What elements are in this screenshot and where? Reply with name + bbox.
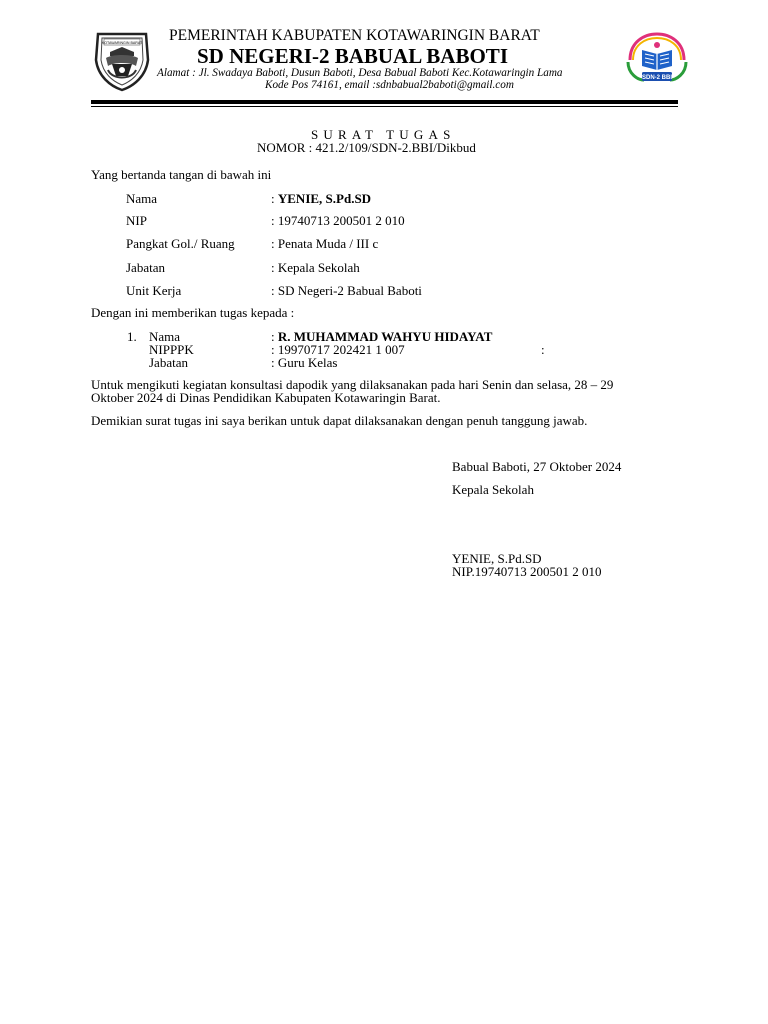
assignee-nip-label: NIPPPK — [149, 342, 194, 357]
field-label-nama: Nama — [126, 191, 158, 206]
signer-position: Kepala Sekolah — [452, 482, 534, 497]
letterhead-thin-rule — [91, 106, 678, 107]
assignee-job-value: : Guru Kelas — [271, 355, 338, 370]
signer-intro: Yang bertanda tangan di bawah ini — [91, 167, 272, 182]
assignee-name-label: Nama — [149, 329, 181, 344]
field-label-pangkat: Pangkat Gol./ Ruang — [126, 236, 235, 251]
assignee-name-value: : R. MUHAMMAD WAHYU HIDAYAT — [271, 329, 493, 344]
assignee-nip-value: : 19970717 202421 1 007 — [271, 342, 405, 357]
field-value-unit-kerja: : SD Negeri-2 Babual Baboti — [271, 283, 422, 298]
field-label-unit-kerja: Unit Kerja — [126, 283, 182, 298]
field-value-pangkat: : Penata Muda / III c — [271, 236, 379, 251]
signer-name: YENIE, S.Pd.SD — [452, 551, 542, 566]
field-value-nama: : YENIE, S.Pd.SD — [271, 191, 372, 206]
purpose-line-2: Oktober 2024 di Dinas Pendidikan Kabupaten Kotawaringin Barat. — [91, 390, 441, 405]
government-heading: PEMERINTAH KABUPATEN KOTAWARINGIN BARAT — [169, 27, 540, 44]
svg-text:KOTAWARINGIN BARAT: KOTAWARINGIN BARAT — [101, 40, 143, 45]
school-name-heading: SD NEGERI-2 BABUAL BABOTI — [197, 44, 508, 68]
regency-emblem-logo — [92, 30, 152, 92]
assignee-nip-trailing-colon: : — [541, 342, 545, 357]
school-postcode-email: Kode Pos 74161, email :sdnbabual2baboti@gmail.com — [265, 79, 514, 91]
letterhead-thick-rule — [91, 100, 678, 104]
field-label-jabatan: Jabatan — [126, 260, 165, 275]
letter-title: SURAT TUGAS — [311, 127, 456, 142]
assignment-intro: Dengan ini memberikan tugas kepada : — [91, 305, 295, 320]
place-date: Babual Baboti, 27 Oktober 2024 — [452, 459, 622, 474]
school-logo — [624, 30, 690, 84]
purpose-line-1: Untuk mengikuti kegiatan konsultasi dapodik yang dilaksanakan pada hari Senin dan selasa, 28 – 29 — [91, 377, 614, 392]
field-value-nip: : 19740713 200501 2 010 — [271, 213, 405, 228]
field-label-nip: NIP — [126, 213, 147, 228]
school-address: Alamat : Jl. Swadaya Baboti, Dusun Baboti, Desa Babual Baboti Kec.Kotawaringin Lama — [157, 67, 563, 79]
closing-statement: Demikian surat tugas ini saya berikan untuk dapat dilaksanakan dengan penuh tanggung jawab. — [91, 413, 588, 428]
field-value-jabatan: : Kepala Sekolah — [271, 260, 360, 275]
letter-number: NOMOR : 421.2/109/SDN-2.BBI/Dikbud — [257, 140, 476, 155]
assignee-number: 1. — [127, 329, 137, 344]
assignee-job-label: Jabatan — [149, 355, 188, 370]
signer-nip: NIP.19740713 200501 2 010 — [452, 564, 602, 579]
svg-text:SDN-2 BBI: SDN-2 BBI — [641, 75, 673, 81]
